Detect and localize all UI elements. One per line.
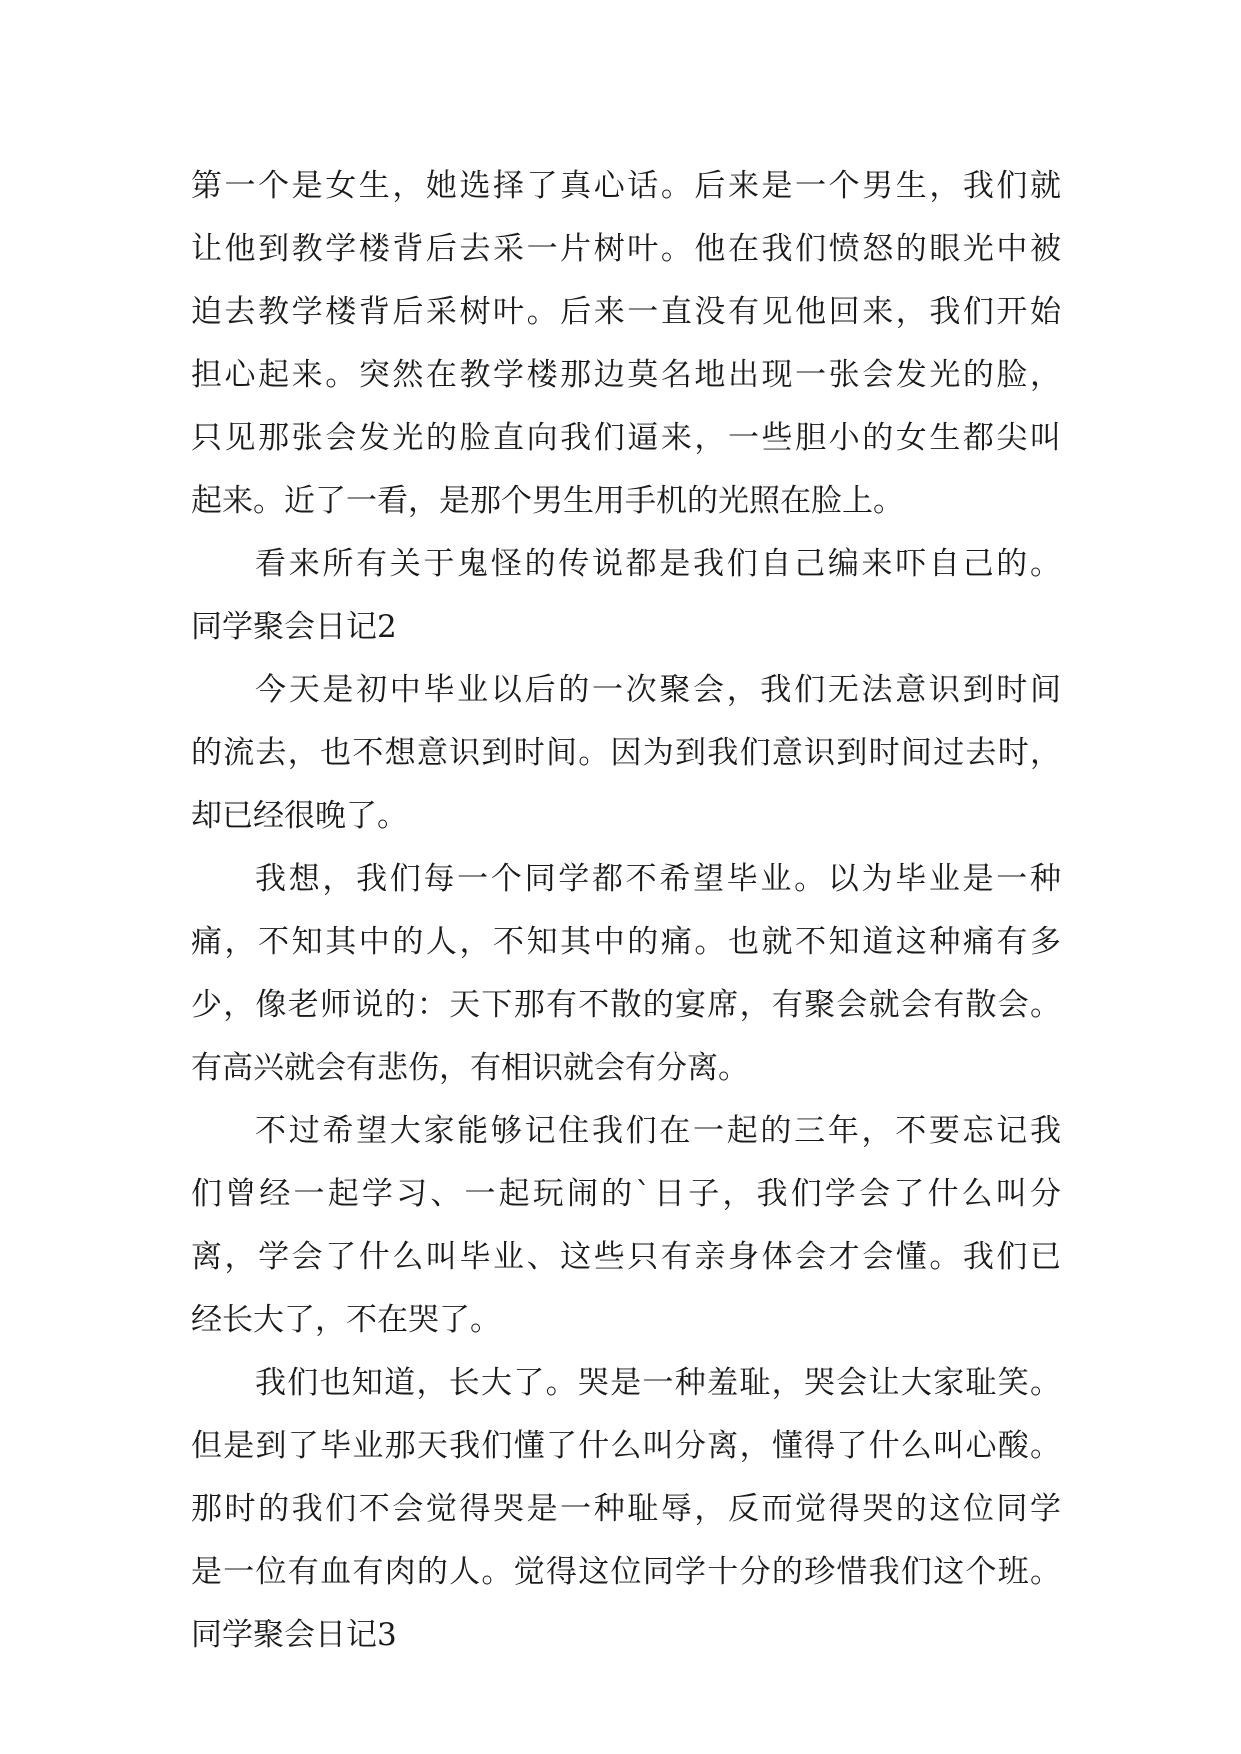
text-line: 只见那张会发光的脸直向我们逼来，一些胆小的女生都尖叫: [191, 420, 1061, 456]
text-line: 的流去，也不想意识到时间。因为到我们意识到时间过去时，: [191, 735, 1061, 771]
text-line: 不过希望大家能够记住我们在一起的三年，不要忘记我: [255, 1113, 1061, 1149]
text-line: 少，像老师说的：天下那有不散的宴席，有聚会就会有散会。: [191, 987, 1061, 1023]
text-line: 我们也知道，长大了。哭是一种羞耻，哭会让大家耻笑。: [255, 1365, 1061, 1401]
text-line: 们曾经一起学习、一起玩闹的`日子，我们学会了什么叫分: [191, 1176, 1061, 1212]
text-line: 经长大了，不在哭了。: [191, 1302, 501, 1338]
document-body: [191, 155, 1061, 1667]
text-line: 担心起来。突然在教学楼那边莫名地出现一张会发光的脸，: [191, 357, 1061, 393]
text-line: 起来。近了一看，是那个男生用手机的光照在脸上。: [191, 483, 904, 519]
text-line: 我想，我们每一个同学都不希望毕业。以为毕业是一种: [255, 861, 1061, 897]
text-line: 离，学会了什么叫毕业、这些只有亲身体会才会懂。我们已: [191, 1239, 1061, 1275]
text-line: 让他到教学楼背后去采一片树叶。他在我们愤怒的眼光中被: [191, 231, 1061, 267]
text-line: 看来所有关于鬼怪的传说都是我们自己编来吓自己的。: [255, 546, 1061, 582]
text-line: 但是到了毕业那天我们懂了什么叫分离，懂得了什么叫心酸。: [191, 1428, 1061, 1464]
text-line: 有高兴就会有悲伤，有相识就会有分离。: [191, 1050, 749, 1086]
text-line: 那时的我们不会觉得哭是一种耻辱，反而觉得哭的这位同学: [191, 1491, 1061, 1527]
section-heading: 同学聚会日记2: [191, 609, 397, 645]
text-line: 今天是初中毕业以后的一次聚会，我们无法意识到时间: [255, 672, 1061, 708]
text-line: 第一个是女生，她选择了真心话。后来是一个男生，我们就: [191, 168, 1061, 204]
section-heading: 同学聚会日记3: [191, 1617, 397, 1653]
text-line: 是一位有血有肉的人。觉得这位同学十分的珍惜我们这个班。: [191, 1554, 1061, 1590]
text-line: 却已经很晚了。: [191, 798, 408, 834]
text-line: 迫去教学楼背后采树叶。后来一直没有见他回来，我们开始: [191, 294, 1061, 330]
text-line: 痛，不知其中的人，不知其中的痛。也就不知道这种痛有多: [191, 924, 1061, 960]
